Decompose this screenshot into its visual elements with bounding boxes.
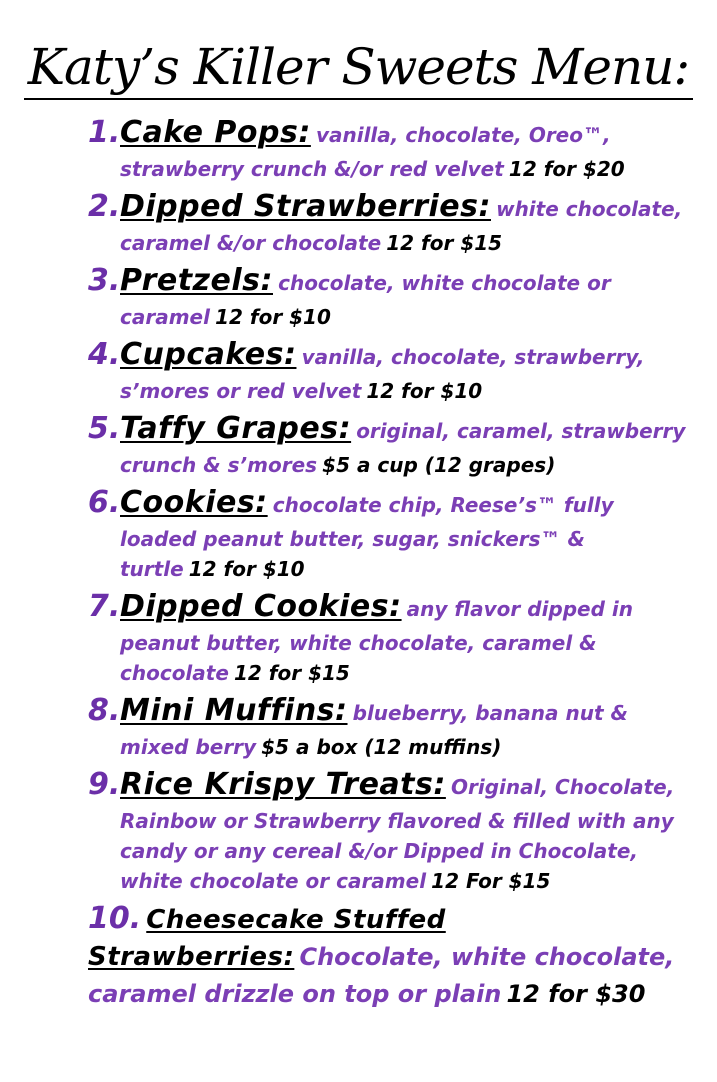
menu-item-taffy-grapes [88,412,688,480]
menu-item-dipped-cookies [88,590,688,688]
item-description: Original, Chocolate, Rainbow or Strawberry flavored & filled with any candy or any cereal &/or Dipped in Chocolate, white chocolate or caramel [120,775,675,893]
item-price: 12 for $15 [234,661,350,685]
item-name: Cheesecake Stuffed Strawberries: [88,905,446,972]
item-number: 5. [88,411,121,446]
item-name: Mini Muffins: [120,693,348,728]
menu-item-cupcakes [88,338,688,406]
item-price: 12 for $30 [506,980,646,1008]
menu-list [88,116,688,1017]
item-number: 3. [88,263,121,298]
menu-title-text: Katy’s Killer Sweets Menu: [24,38,694,100]
item-number: 6. [88,485,121,520]
item-price: 12 for $10 [188,557,305,581]
menu-item-cake-pops [88,116,688,184]
item-number: 9. [88,767,121,802]
item-description: white chocolate, caramel &/or chocolate [120,197,683,255]
menu-title [0,38,717,100]
item-description: vanilla, chocolate, strawberry, s’mores or red velvet [120,345,645,403]
item-name: Taffy Grapes: [120,411,352,446]
menu-item-rice-krispy-treats [88,768,688,896]
item-name: Rice Krispy Treats: [120,767,446,802]
item-name: Pretzels: [120,263,273,298]
item-description: original, caramel, strawberry crunch & s’mores [120,419,686,477]
item-number: 8. [88,693,121,728]
item-price: 12 for $20 [508,157,625,181]
item-name: Cake Pops: [120,115,311,150]
item-description: blueberry, banana nut & mixed berry [120,701,628,759]
item-price: 12 for $10 [366,379,483,403]
item-price: 12 For $15 [431,869,551,893]
item-name: Dipped Strawberries: [120,189,491,224]
item-number: 7. [88,589,121,624]
item-description: vanilla, chocolate, Oreo™, strawberry crunch &/or red velvet [120,123,611,181]
item-description: any flavor dipped in peanut butter, white chocolate, caramel & chocolate [120,597,633,685]
menu-item-cookies [88,486,688,584]
item-price: 12 for $10 [215,305,331,329]
menu-item-cheesecake-stuffed-strawberries [88,902,688,1011]
item-name: Dipped Cookies: [120,589,402,624]
item-price: $5 a cup (12 grapes) [322,453,556,477]
item-number: 4. [88,337,121,372]
item-description: chocolate chip, Reese’s™ fully loaded peanut butter, sugar, snickers™ & turtle [120,493,614,581]
item-number: 10. [88,901,142,936]
menu-item-mini-muffins [88,694,688,762]
menu-item-dipped-strawberries [88,190,688,258]
item-number: 2. [88,189,121,224]
item-price: 12 for $15 [386,231,503,255]
item-name: Cookies: [120,485,268,520]
item-price: $5 a box (12 muffins) [261,735,502,759]
item-number: 1. [88,115,121,150]
item-description: Chocolate, white chocolate, caramel drizzle on top or plain [88,943,675,1008]
item-description: chocolate, white chocolate or caramel [120,271,611,329]
menu-item-pretzels [88,264,688,332]
item-name: Cupcakes: [120,337,297,372]
